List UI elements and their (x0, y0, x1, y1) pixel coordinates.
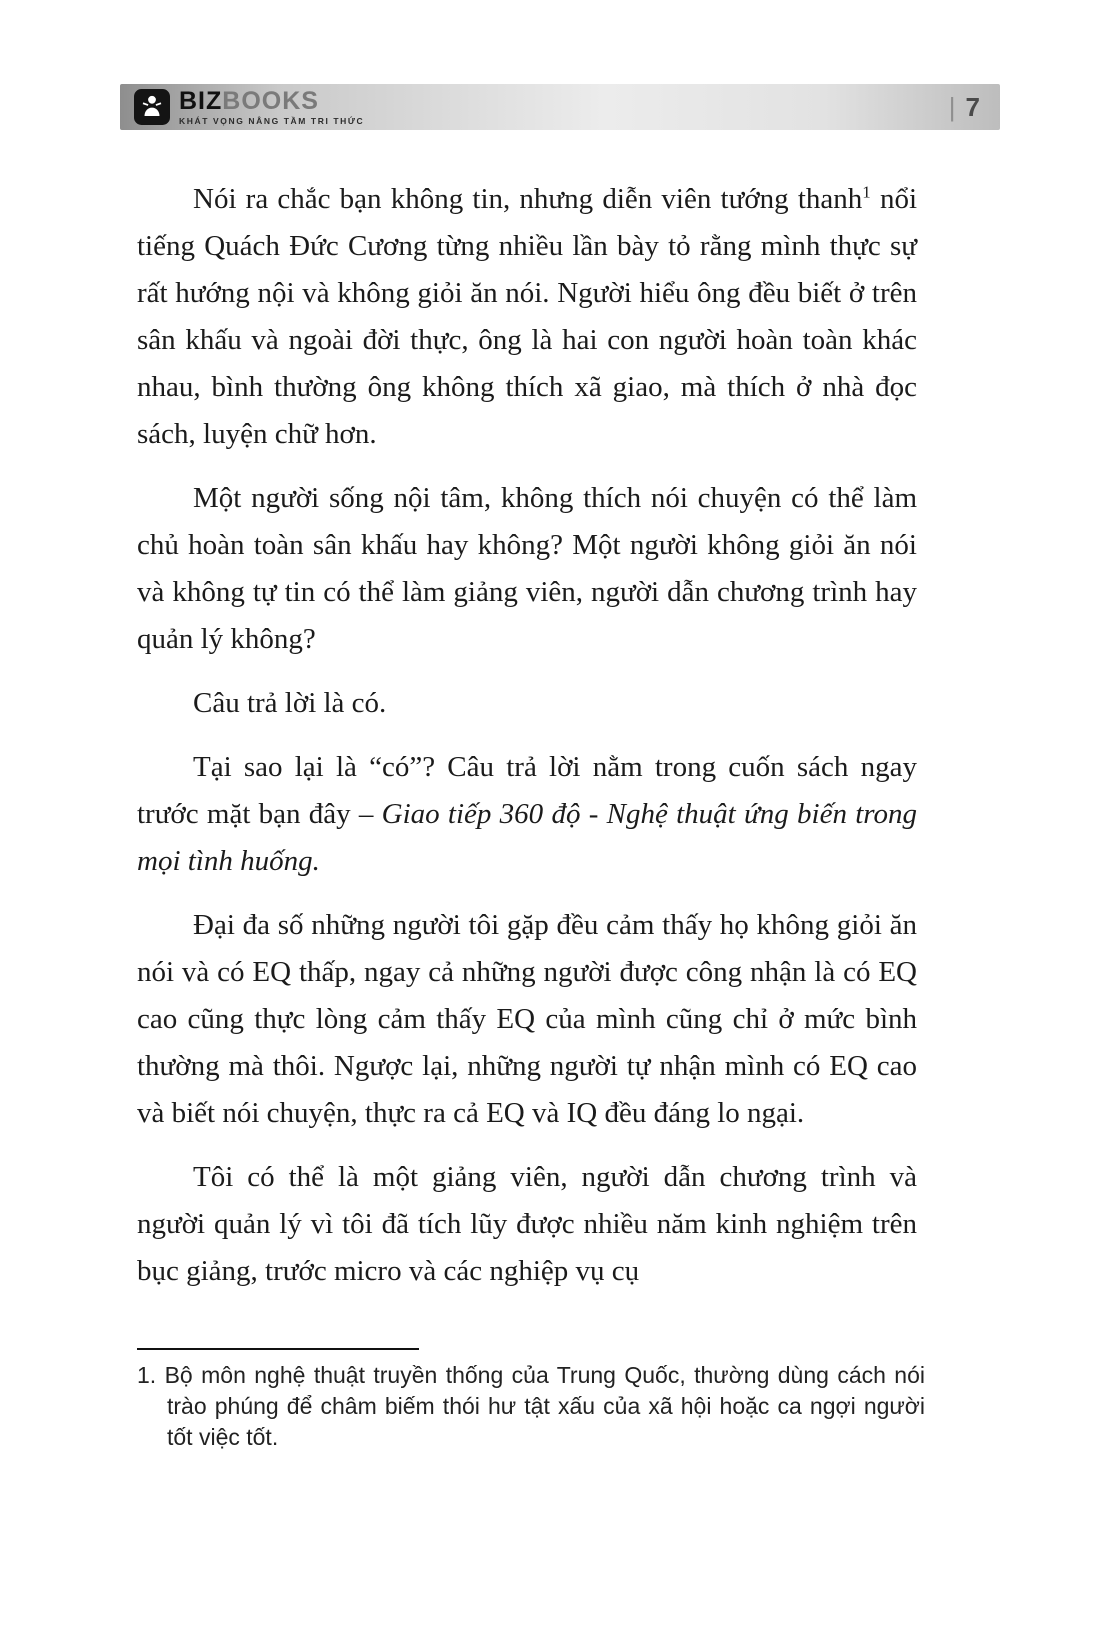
paragraph (137, 744, 917, 885)
footnote-rule (137, 1348, 419, 1350)
text-run: Đại đa số những người tôi gặp đều cảm thấy họ không giỏi ăn nói và có EQ thấp, ngay cả những người được công nhận là có EQ cao cũng thực lòng cảm thấy EQ của mình cũng chỉ ở mức bình thường mà thôi. Ngược lại, những người tự nhận mình có EQ cao và biết nói chuyện, thực ra cả EQ và IQ đều đáng lo ngại. (137, 909, 917, 1129)
brand-tagline: KHÁT VỌNG NÂNG TẦM TRI THỨC (179, 115, 365, 126)
paragraph (137, 176, 917, 458)
bizbooks-logo-icon (134, 89, 170, 125)
book-title-italic: Giao tiếp 360 độ - Nghệ thuật ứng biến trong mọi tình huống. (137, 798, 917, 877)
brand-text (179, 86, 365, 126)
text-run: nổi tiếng Quách Đức Cương từng nhiều lần bày tỏ rằng mình thực sự rất hướng nội và không giỏi ăn nói. Người hiểu ông đều biết ở trên sân khấu và ngoài đời thực, ông là hai con người hoàn toàn khác nhau, bình thường ông không thích xã giao, mà thích ở nhà đọc sách, luyện chữ hơn. (137, 183, 917, 450)
brand-logo (120, 86, 365, 126)
page-number-separator: | (948, 92, 956, 122)
brand-books: BOOKS (222, 86, 319, 115)
text-run: Câu trả lời là có. (193, 687, 387, 719)
paragraph (137, 902, 917, 1137)
text-run: Nói ra chắc bạn không tin, nhưng diễn viên tướng thanh (193, 183, 863, 215)
text-run: Tại sao lại là “có”? Câu trả lời nằm trong cuốn sách ngay trước mặt bạn đây – (137, 751, 917, 830)
page-number-value: 7 (965, 92, 980, 122)
page-number (949, 94, 1000, 120)
text-run: Tôi có thể là một giảng viên, người dẫn chương trình và người quản lý vì tôi đã tích lũy được nhiều năm kinh nghiệm trên bục giảng, trước micro và các nghiệp vụ cụ (137, 1161, 917, 1287)
paragraph (137, 680, 917, 727)
footnote (137, 1348, 925, 1453)
paragraph (137, 1154, 917, 1295)
footnote-marker: 1 (862, 182, 871, 202)
paragraph (137, 475, 917, 663)
brand-biz: BIZ (179, 86, 223, 115)
body-text (137, 176, 917, 1312)
text-run: Một người sống nội tâm, không thích nói chuyện có thể làm chủ hoàn toàn sân khấu hay không? Một người không giỏi ăn nói và không tự tin có thể làm giảng viên, người dẫn chương trình hay quản lý không? (137, 482, 917, 655)
brand-name (179, 86, 364, 115)
header-bar (120, 84, 1000, 130)
footnote-text: 1. Bộ môn nghệ thuật truyền thống của Trung Quốc, thường dùng cách nói trào phúng để châm biếm thói hư tật xấu của xã hội hoặc ca ngợi người tốt việc tốt. (137, 1362, 925, 1450)
